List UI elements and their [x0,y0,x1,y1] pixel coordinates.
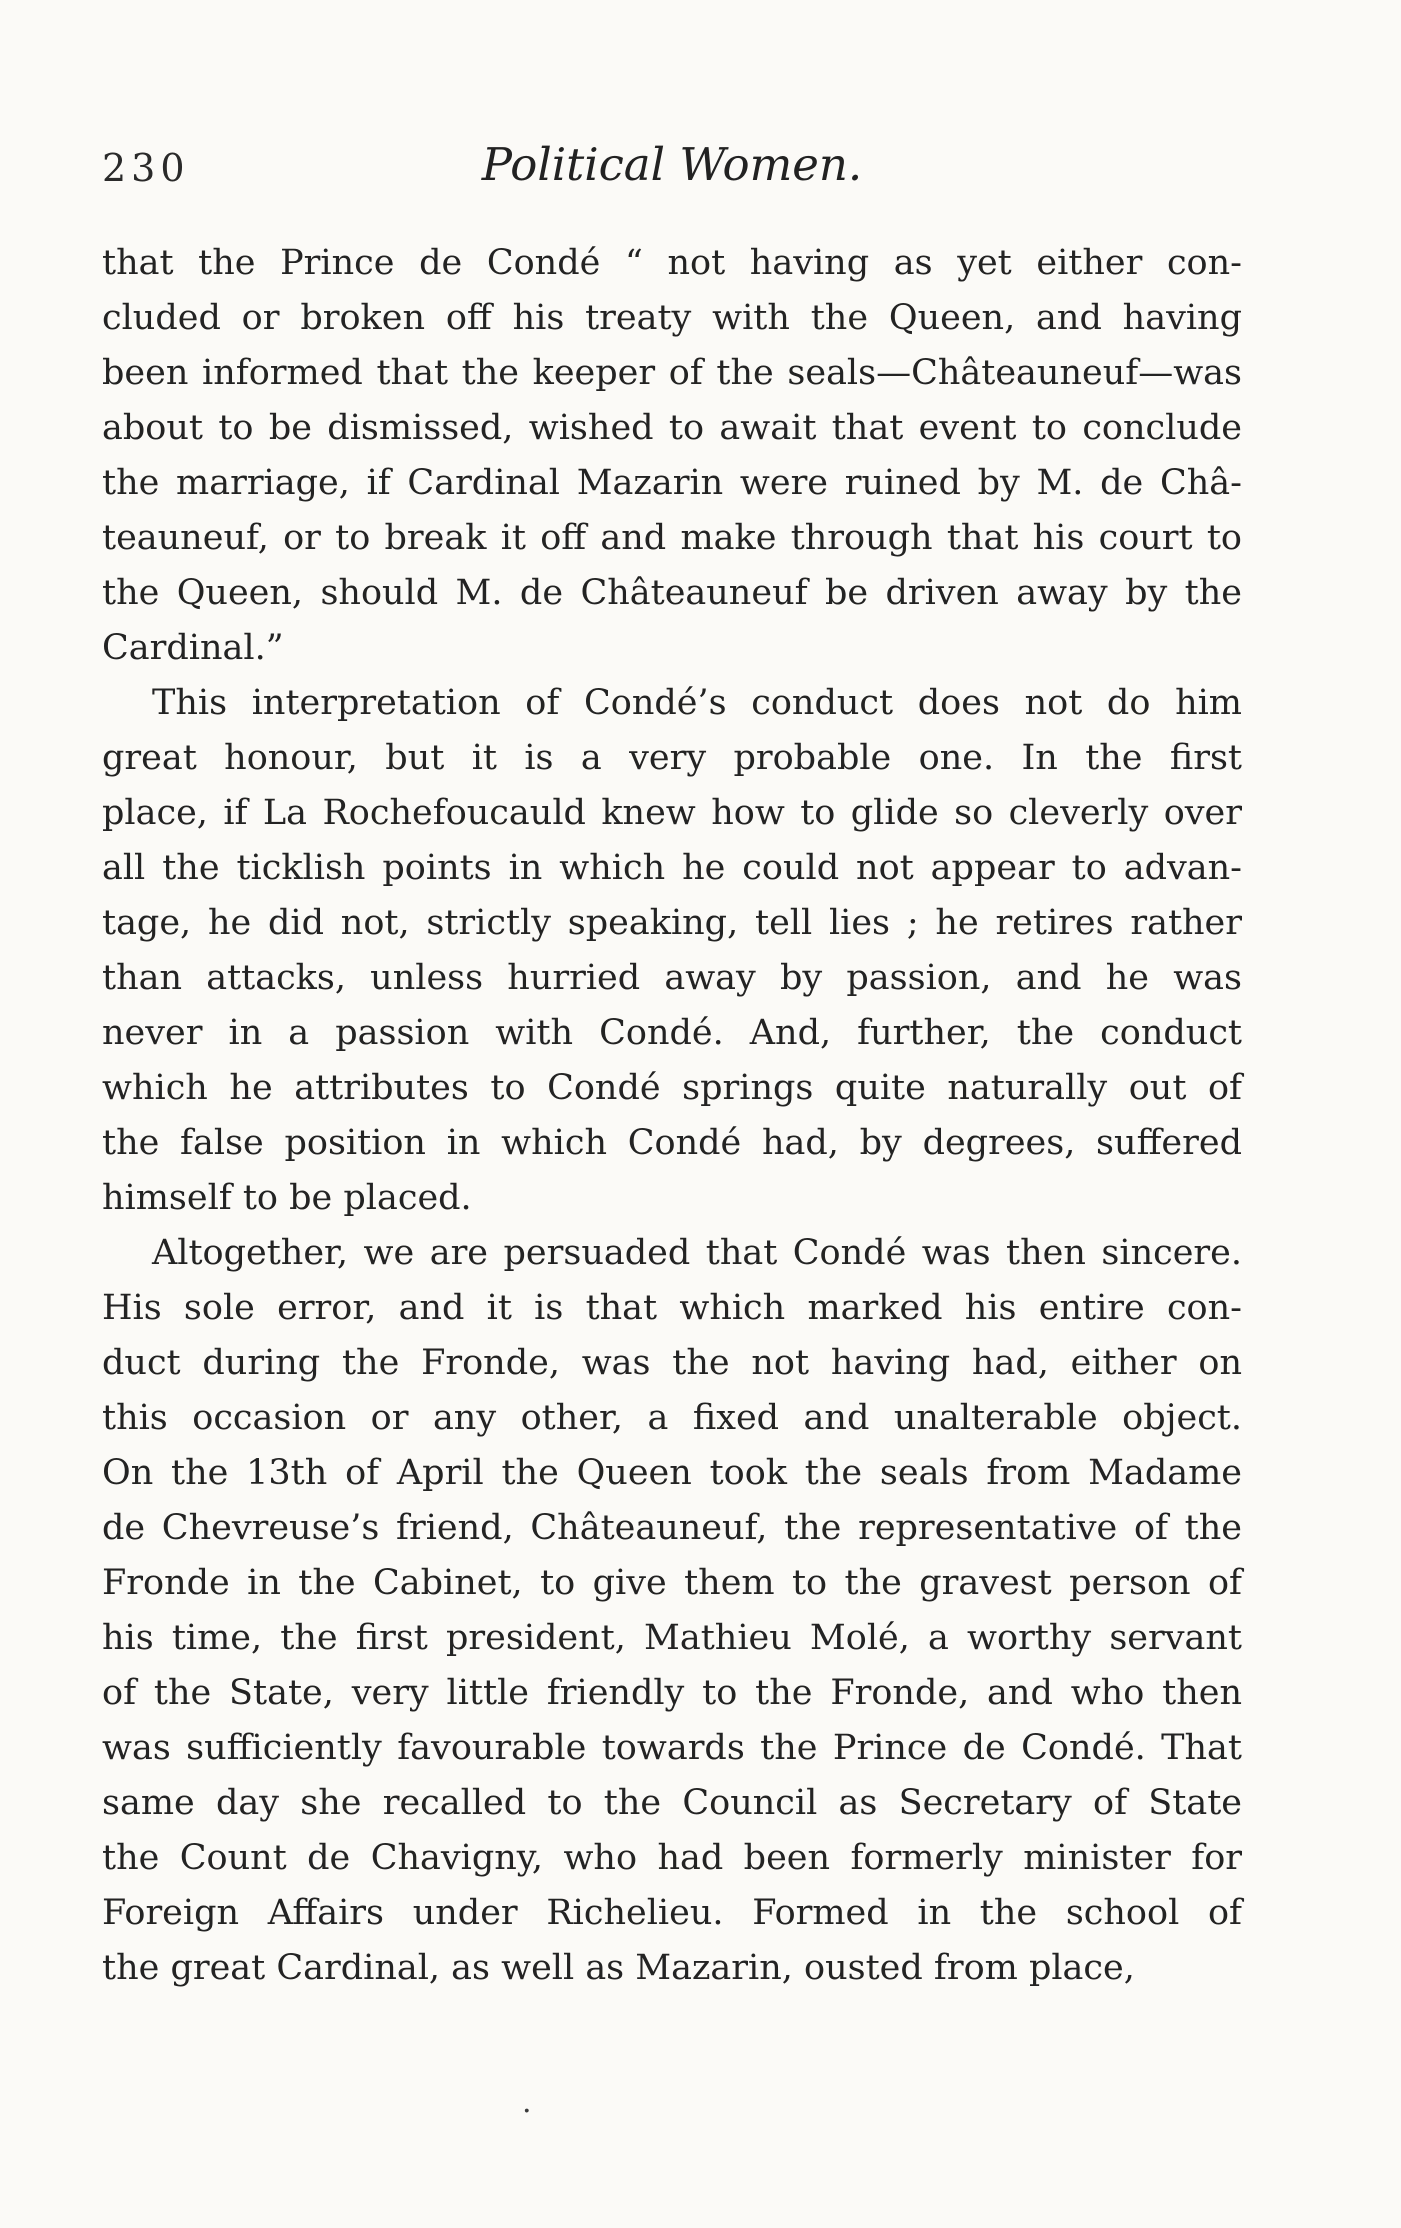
text-line: all the ticklish points in which he could not appear to advan- [102,848,1242,888]
text-line: himself to be placed. [102,1178,472,1218]
text-line: of the State, very little friendly to the Fronde, and who then [102,1673,1242,1713]
text-line: same day she recalled to the Council as Secretary of State [102,1783,1242,1823]
text-line: that the Prince de Condé “ not having as yet either con- [102,243,1242,283]
text-line: his time, the first president, Mathieu Molé, a worthy servant [102,1618,1242,1658]
page-body [102,236,1242,1996]
text-line: Fronde in the Cabinet, to give them to the gravest person of [102,1563,1242,1603]
text-line: de Chevreuse’s friend, Châteauneuf, the representative of the [102,1508,1242,1548]
text-line: which he attributes to Condé springs quite naturally out of [102,1068,1242,1108]
text-line: place, if La Rochefoucauld knew how to glide so cleverly over [102,793,1242,833]
text-line: This interpretation of Condé’s conduct does not do him [152,683,1242,723]
page-number: 230 [102,146,190,190]
text-line: never in a passion with Condé. And, further, the conduct [102,1013,1242,1053]
text-line: Cardinal.” [102,628,284,668]
scan-artifact-dot: . [522,2085,532,2120]
text-line: the marriage, if Cardinal Mazarin were ruined by M. de Châ- [102,463,1242,503]
text-line: than attacks, unless hurried away by passion, and he was [102,958,1242,998]
text-line: about to be dismissed, wished to await that event to conclude [102,408,1242,448]
text-line: duct during the Fronde, was the not having had, either on [102,1343,1242,1383]
text-line: the Count de Chavigny, who had been formerly minister for [102,1838,1242,1878]
text-line: been informed that the keeper of the seals—Châteauneuf—was [102,353,1242,393]
text-line: this occasion or any other, a fixed and unalterable object. [102,1398,1242,1438]
paragraph [102,1226,1242,1996]
text-line: the false position in which Condé had, by degrees, suffered [102,1123,1242,1163]
text-line: tage, he did not, strictly speaking, tell lies ; he retires rather [102,903,1242,943]
text-line: teauneuf, or to break it off and make through that his court to [102,518,1242,558]
paragraph [102,236,1242,676]
text-line: Altogether, we are persuaded that Condé was then sincere. [152,1233,1242,1273]
running-title: Political Women. [481,138,863,191]
page-header [102,138,1242,202]
text-line: the great Cardinal, as well as Mazarin, ousted from place, [102,1948,1135,1988]
text-line: His sole error, and it is that which marked his entire con- [102,1288,1242,1328]
text-line: cluded or broken off his treaty with the Queen, and having [102,298,1242,338]
text-line: the Queen, should M. de Châteauneuf be driven away by the [102,573,1242,613]
text-line: great honour, but it is a very probable one. In the first [102,738,1242,778]
text-line: On the 13th of April the Queen took the seals from Madame [102,1453,1242,1493]
paragraph [102,676,1242,1226]
text-line: was sufficiently favourable towards the Prince de Condé. That [102,1728,1242,1768]
text-line: Foreign Affairs under Richelieu. Formed in the school of [102,1893,1242,1933]
